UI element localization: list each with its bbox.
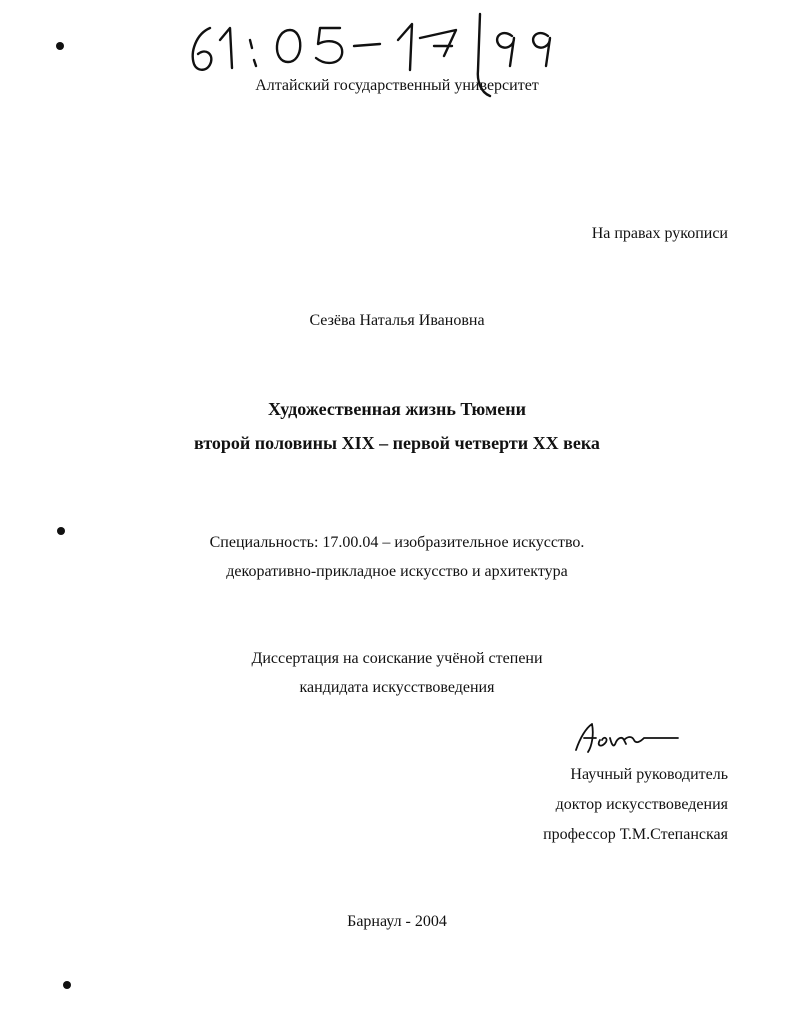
handwritten-digit-1b [398, 24, 412, 70]
handwritten-digit-1 [220, 28, 232, 68]
city-year: Барнаул - 2004 [347, 913, 447, 930]
dissertation-title-line-2: второй половины XIX – первой четверти XX века [194, 433, 600, 453]
dissertation-title-line-1: Художественная жизнь Тюмени [267, 399, 527, 419]
handwritten-digit-6 [193, 28, 212, 70]
supervisor-degree: доктор искусствоведения [555, 796, 728, 813]
scan-mark-top [54, 40, 66, 52]
supervisor-signature [566, 718, 686, 758]
manuscript-rights-label: На правах рукописи [591, 225, 728, 242]
handwritten-digit-0 [277, 30, 300, 62]
degree-line-2: кандидата искусствоведения [299, 679, 495, 696]
handwritten-digit-5 [316, 28, 342, 63]
supervisor-role: Научный руководитель [570, 766, 728, 783]
supervisor-name: профессор Т.М.Степанская [543, 826, 728, 843]
scan-mark-bottom [60, 978, 74, 992]
author-name: Сезёва Наталья Ивановна [309, 312, 485, 329]
handwritten-dash [354, 44, 380, 46]
handwritten-digit-7 [420, 30, 456, 56]
handwritten-separator [250, 40, 256, 66]
specialty-line-1: Специальность: 17.00.04 – изобразительное искусство. [209, 534, 585, 551]
handwritten-digit-9a [497, 33, 514, 66]
degree-line-1: Диссертация на соискание учёной степени [251, 650, 543, 667]
handwritten-digit-9b [533, 33, 550, 66]
university-name: Алтайский государственный университет [255, 77, 539, 94]
specialty-line-2: декоративно-прикладное искусство и архитектура [226, 563, 568, 580]
